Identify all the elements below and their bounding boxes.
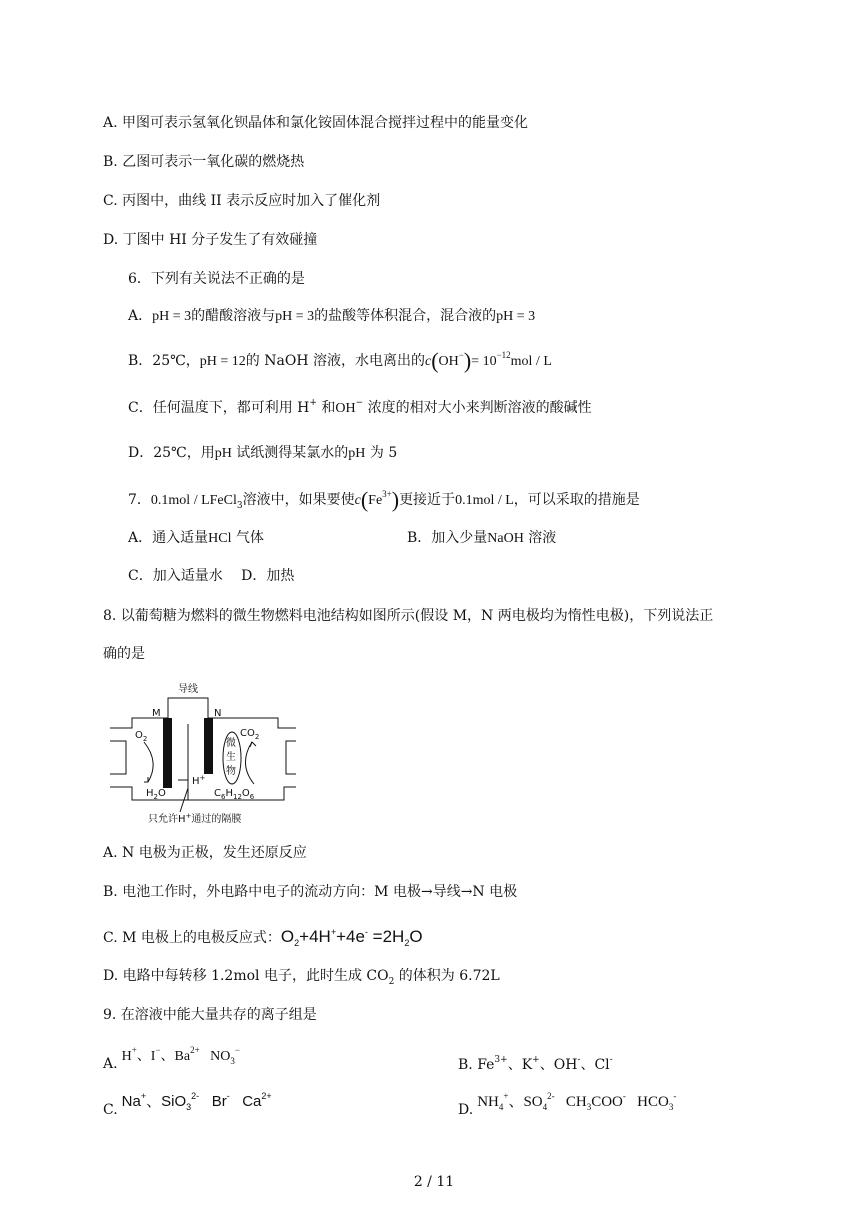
ph-value: pH = 3 bbox=[275, 309, 315, 324]
charge: − bbox=[458, 350, 464, 360]
charge: 3+ bbox=[382, 489, 392, 499]
charge: + bbox=[532, 1055, 540, 1065]
option-label: D． bbox=[128, 445, 154, 461]
paren: ( bbox=[431, 348, 439, 373]
ion: OH bbox=[438, 354, 459, 369]
subscript: 3 bbox=[236, 501, 243, 511]
equals: = 10 bbox=[471, 354, 497, 369]
option-label: A． bbox=[128, 308, 153, 324]
ph-symbol: pH bbox=[214, 446, 232, 461]
text: 试纸测得某氯水的 bbox=[231, 445, 349, 461]
ph-value: pH = 3 bbox=[496, 309, 536, 324]
charge: 2+ bbox=[190, 1045, 200, 1055]
ion: Na bbox=[121, 1093, 141, 1110]
q8-option-a: A. N 电极为正极，发生还原反应 bbox=[103, 845, 307, 861]
text: B．加入少量 bbox=[407, 530, 488, 546]
eq-part: O bbox=[409, 927, 423, 946]
text: 、K bbox=[507, 1057, 533, 1073]
ion: Ca bbox=[242, 1093, 262, 1110]
superscript: - bbox=[364, 927, 368, 937]
ion-list bbox=[477, 1091, 677, 1112]
q9-option-d bbox=[458, 1091, 677, 1118]
ph-symbol: pH bbox=[348, 446, 366, 461]
ion: NH bbox=[477, 1094, 499, 1110]
subscript: 3 bbox=[668, 1102, 674, 1112]
label-hplus: H+ bbox=[192, 774, 206, 787]
option-label: A. bbox=[103, 1056, 118, 1072]
option-label: B． bbox=[128, 353, 153, 369]
q7-stem bbox=[128, 487, 640, 512]
text: A．通入适量 bbox=[128, 530, 209, 546]
eq-part: +4H bbox=[299, 927, 331, 946]
concentration: 0.1mol / L bbox=[455, 493, 514, 508]
q5-option-a: A. 甲图可表示氢氧化钡晶体和氯化铵固体混合搅拌过程中的能量变化 bbox=[103, 115, 529, 131]
formula: NaOH bbox=[487, 531, 524, 546]
text: 25℃，用 bbox=[153, 445, 215, 461]
charge: - bbox=[622, 1091, 626, 1101]
subscript: 2 bbox=[404, 938, 410, 948]
subscript: 2 bbox=[388, 977, 395, 987]
text: B. Fe bbox=[458, 1057, 495, 1073]
label-o2: $O_2$ bbox=[135, 730, 148, 743]
ion: NO bbox=[210, 1049, 231, 1064]
charge: - bbox=[609, 1055, 613, 1065]
q7-option-cd: C．加入适量水 D．加热 bbox=[128, 568, 295, 584]
paren: ( bbox=[360, 487, 369, 512]
text: 、OH bbox=[539, 1057, 578, 1073]
microbe-label-1: 微 bbox=[226, 738, 236, 749]
exponent: −12 bbox=[496, 350, 511, 360]
label-membrane: 只允许H+通过的隔膜 bbox=[148, 812, 242, 825]
wire bbox=[168, 698, 208, 718]
charge: - bbox=[226, 1091, 230, 1101]
q6-option-b bbox=[128, 348, 552, 373]
q9-option-c bbox=[103, 1091, 272, 1118]
text: ，可以采取的措施是 bbox=[513, 492, 640, 508]
microbe-label-3: 物 bbox=[226, 766, 236, 777]
charge: - bbox=[673, 1091, 677, 1101]
microbe-label-2: 生 bbox=[226, 752, 236, 763]
text: 更接近于 bbox=[399, 492, 456, 508]
charge: + bbox=[503, 1091, 509, 1101]
ion: OH bbox=[335, 401, 356, 416]
ion-list bbox=[122, 1093, 272, 1110]
ion: Br bbox=[211, 1093, 227, 1110]
q6-option-c bbox=[128, 398, 592, 419]
q9-option-a bbox=[103, 1045, 240, 1072]
ion: 、Ba bbox=[160, 1049, 191, 1064]
q5-option-b: B. 乙图可表示一氧化碳的燃烧热 bbox=[103, 154, 305, 170]
text: 25℃， bbox=[152, 353, 200, 369]
q5-option-c: C. 丙图中，曲线 II 表示反应时加入了催化剂 bbox=[103, 193, 381, 209]
charge: − bbox=[234, 1045, 240, 1055]
subscript: 2 bbox=[294, 938, 300, 948]
label-m: M bbox=[152, 708, 161, 719]
ion-list bbox=[121, 1045, 240, 1066]
q8-option-d bbox=[103, 966, 500, 986]
charge: − bbox=[355, 398, 364, 408]
option-label: C． bbox=[128, 400, 153, 416]
text: 的 NaOH 溶液，水电离出的 bbox=[245, 353, 425, 369]
charge: + bbox=[140, 1091, 147, 1101]
ion: 、SiO bbox=[146, 1093, 187, 1110]
text: 气体 bbox=[231, 530, 264, 546]
unit: mol / L bbox=[510, 354, 552, 369]
electrode-n bbox=[204, 718, 213, 774]
subscript: 4 bbox=[542, 1102, 548, 1112]
label-h2o: $H_2O$ bbox=[146, 788, 166, 801]
q6-option-a bbox=[128, 306, 535, 327]
option-label: C. bbox=[103, 1102, 118, 1118]
ion: Fe bbox=[368, 493, 383, 508]
superscript: + bbox=[330, 927, 337, 937]
fuel-cell-diagram bbox=[108, 676, 298, 828]
text: 任何温度下，都可利用 H bbox=[152, 400, 310, 416]
label-n: N bbox=[214, 708, 222, 719]
charge: 3+ bbox=[494, 1055, 508, 1065]
charge: 2- bbox=[191, 1091, 200, 1101]
q9-option-b bbox=[458, 1055, 613, 1075]
ion: 、I bbox=[136, 1049, 156, 1064]
charge: 2- bbox=[547, 1091, 555, 1101]
text: 为 5 bbox=[365, 445, 398, 461]
q6-stem: 6．下列有关说法不正确的是 bbox=[128, 271, 305, 287]
text: C. M 电极上的电极反应式： bbox=[103, 930, 281, 946]
label-co2: $CO_2$ bbox=[240, 728, 260, 741]
ph-value: pH = 3 bbox=[152, 309, 192, 324]
charge: + bbox=[309, 398, 317, 408]
paren: ) bbox=[391, 487, 400, 512]
q6-option-d bbox=[128, 443, 397, 464]
eq-part: +4e bbox=[336, 927, 365, 946]
q5-option-d: D. 丁图中 HI 分子发生了有效碰撞 bbox=[103, 232, 318, 248]
subscript: 4 bbox=[498, 1102, 504, 1112]
concentration-formula bbox=[424, 348, 552, 373]
charge: − bbox=[155, 1045, 161, 1055]
paren: ) bbox=[463, 348, 472, 373]
text: 的盐酸等体积混合，混合液的 bbox=[314, 308, 497, 324]
wire-label: 导线 bbox=[178, 684, 198, 695]
electrode-equation bbox=[281, 927, 423, 946]
ion: HCO bbox=[637, 1094, 669, 1110]
text: 的体积为 6.72L bbox=[394, 968, 500, 984]
q9-stem: 9. 在溶液中能大量共存的离子组是 bbox=[103, 1007, 317, 1023]
eq-part: =2H bbox=[367, 927, 405, 946]
page-number: 2 / 11 bbox=[413, 1174, 455, 1190]
text: 浓度的相对大小来判断溶液的酸碱性 bbox=[363, 400, 592, 416]
electrode-m bbox=[163, 718, 172, 788]
text: D. 电路中每转移 1.2mol 电子，此时生成 CO bbox=[103, 968, 389, 984]
label-glucose: $C_6H_{12}O_6$ bbox=[214, 788, 255, 801]
eq-part: O bbox=[280, 927, 295, 946]
charge: 2+ bbox=[261, 1091, 272, 1101]
text: 溶液中，如果要使 bbox=[242, 492, 355, 508]
ion: 、SO bbox=[508, 1094, 543, 1110]
charge: - bbox=[577, 1055, 581, 1065]
concentration: 0.1mol / LFeCl bbox=[150, 493, 237, 508]
q8-stem-line1: 8. 以葡萄糖为燃料的微生物燃料电池结构如图所示(假设 M，N 两电极均为惰性电极)，下列说法正 bbox=[103, 608, 714, 624]
ion: CH bbox=[565, 1094, 587, 1110]
text: 溶液 bbox=[523, 530, 557, 546]
concentration-formula bbox=[354, 487, 400, 512]
ion: COO bbox=[591, 1094, 623, 1110]
q8-stem-line2: 确的是 bbox=[103, 646, 145, 662]
ion: H bbox=[121, 1049, 132, 1064]
text: 和 bbox=[316, 400, 336, 416]
formula: HCl bbox=[208, 531, 232, 546]
q8-option-b: B. 电池工作时，外电路中电子的流动方向：M 电极→导线→N 电极 bbox=[103, 884, 518, 900]
charge: + bbox=[131, 1045, 137, 1055]
q7-option-b bbox=[407, 528, 556, 549]
subscript: 3 bbox=[586, 1102, 592, 1112]
c-symbol: c bbox=[424, 354, 432, 369]
arrow-left bbox=[144, 742, 153, 782]
c-symbol: c bbox=[354, 493, 361, 508]
text: 、Cl bbox=[580, 1057, 610, 1073]
q7-option-a bbox=[128, 528, 264, 549]
subscript: 3 bbox=[186, 1102, 192, 1112]
option-label: D. bbox=[458, 1102, 474, 1118]
text: 的醋酸溶液与 bbox=[191, 308, 276, 324]
subscript: 3 bbox=[230, 1056, 235, 1066]
q8-option-c bbox=[103, 927, 423, 948]
ph-value: pH = 12 bbox=[199, 354, 246, 369]
arrow-right bbox=[245, 742, 254, 784]
question-number: 7． bbox=[128, 492, 151, 508]
